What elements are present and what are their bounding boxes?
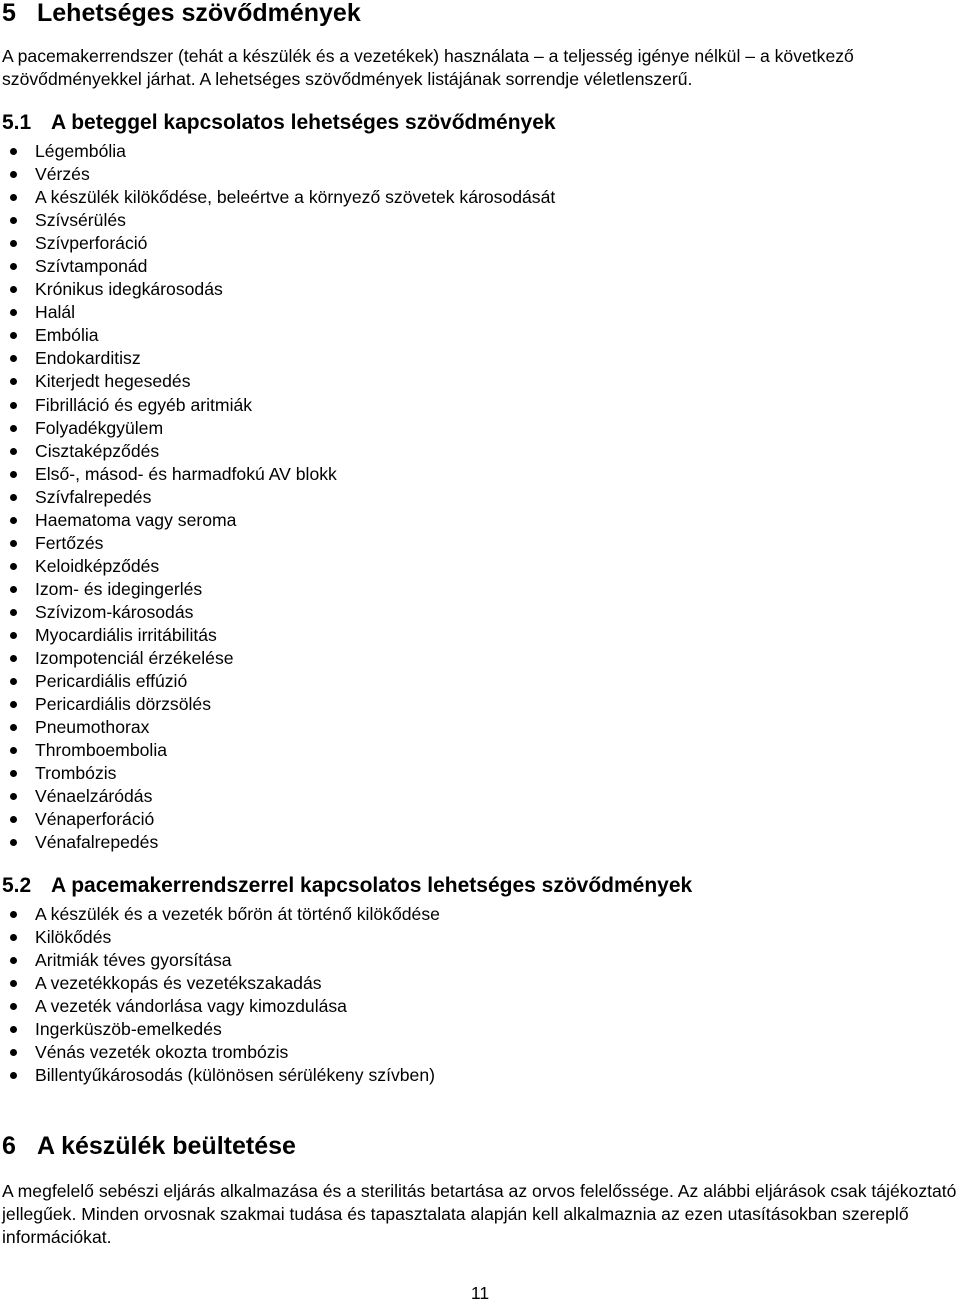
section-5-title: Lehetséges szövődmények bbox=[37, 0, 361, 27]
list-item bbox=[0, 394, 555, 417]
bullet-icon bbox=[10, 816, 17, 823]
list-item-text: Embólia bbox=[35, 325, 99, 346]
section-5-heading bbox=[2, 0, 361, 28]
list-item-text: Aritmiák téves gyorsítása bbox=[35, 950, 232, 971]
list-item-text: Fibrilláció és egyéb aritmiák bbox=[35, 394, 253, 415]
list-item-text: Vénás vezeték okozta trombózis bbox=[35, 1042, 289, 1063]
list-item bbox=[0, 578, 555, 601]
list-item bbox=[0, 670, 555, 693]
bullet-icon bbox=[10, 378, 17, 385]
section-5-2-number: 5.2 bbox=[2, 874, 32, 897]
list-item-text: Vérzés bbox=[35, 164, 90, 185]
bullet-icon bbox=[10, 980, 17, 987]
bullet-icon bbox=[10, 471, 17, 478]
bullet-icon bbox=[10, 678, 17, 685]
bullet-icon bbox=[10, 448, 17, 455]
list-item-text: A vezeték vándorlása vagy kimozdulása bbox=[35, 996, 347, 1017]
list-item-text: Szívizom-károsodás bbox=[35, 601, 194, 622]
list-item bbox=[0, 972, 440, 995]
list-item-text: Cisztaképződés bbox=[35, 440, 160, 461]
list-item-text: Fertőzés bbox=[35, 532, 104, 553]
bullet-icon bbox=[10, 217, 17, 224]
list-item-text: Izompotenciál érzékelése bbox=[35, 648, 234, 669]
list-item bbox=[0, 1064, 440, 1087]
list-item bbox=[0, 785, 555, 808]
list-item bbox=[0, 463, 555, 486]
list-item-text: Billentyűkárosodás (különösen sérülékeny szívben) bbox=[35, 1065, 435, 1086]
list-item-text: Légembólia bbox=[35, 141, 126, 161]
list-item bbox=[0, 140, 555, 163]
list-item bbox=[0, 417, 555, 440]
bullet-icon bbox=[10, 494, 17, 501]
list-item bbox=[0, 370, 555, 393]
section-6-number: 6 bbox=[2, 1132, 16, 1160]
section-5-number: 5 bbox=[2, 0, 16, 27]
bullet-icon bbox=[10, 609, 17, 616]
list-item bbox=[0, 440, 555, 463]
section-6-title: A készülék beültetése bbox=[37, 1132, 296, 1160]
list-item bbox=[0, 209, 555, 232]
list-item-text: Ingerküszöb-emelkedés bbox=[35, 1019, 222, 1040]
list-item bbox=[0, 555, 555, 578]
bullet-icon bbox=[10, 770, 17, 777]
list-item bbox=[0, 647, 555, 670]
list-item bbox=[0, 255, 555, 278]
section-6-heading bbox=[2, 1131, 296, 1161]
bullet-icon bbox=[10, 563, 17, 570]
list-item bbox=[0, 1041, 440, 1064]
list-item-text: Pericardiális effúzió bbox=[35, 671, 188, 692]
list-item-text: Kilökődés bbox=[35, 927, 112, 948]
list-item bbox=[0, 1018, 440, 1041]
list-item-text: Vénafalrepedés bbox=[35, 832, 159, 853]
bullet-icon bbox=[10, 839, 17, 846]
bullet-icon bbox=[10, 332, 17, 339]
list-item bbox=[0, 232, 555, 255]
bullet-icon bbox=[10, 1072, 17, 1079]
list-item-text: Pneumothorax bbox=[35, 717, 150, 738]
bullet-icon bbox=[10, 724, 17, 731]
bullet-icon bbox=[10, 286, 17, 293]
list-item bbox=[0, 995, 440, 1018]
list-item-text: Folyadékgyülem bbox=[35, 417, 164, 438]
section-5-1-number: 5.1 bbox=[2, 111, 32, 134]
list-item bbox=[0, 509, 555, 532]
section-5-1-heading bbox=[2, 110, 556, 136]
list-item-text: Kiterjedt hegesedés bbox=[35, 371, 191, 392]
list-item-text: Haematoma vagy seroma bbox=[35, 509, 237, 530]
bullet-icon bbox=[10, 632, 17, 639]
list-item-text: Izom- és idegingerlés bbox=[35, 578, 203, 599]
section-5-2-title: A pacemakerrendszerrel kapcsolatos lehetséges szövődmények bbox=[51, 874, 693, 897]
bullet-icon bbox=[10, 934, 17, 941]
bullet-icon bbox=[10, 240, 17, 247]
section-6-intro: A megfelelő sebészi eljárás alkalmazása és a sterilitás betartása az orvos felelőssége. Az alábbi eljárások csak tájékoztató jellegűek. Minden orvosnak szakmai tudása és tapasztalata alapján kell alkalmaznia az ezen utasításokban szereplő információkat. bbox=[2, 1181, 957, 1247]
list-item-text: Endokarditisz bbox=[35, 348, 141, 369]
section-5-1-title: A beteggel kapcsolatos lehetséges szövődmények bbox=[51, 111, 556, 134]
list-item-text: Vénaelzáródás bbox=[35, 786, 153, 807]
list-item-text: Thromboembolia bbox=[35, 740, 168, 761]
bullet-icon bbox=[10, 540, 17, 547]
bullet-icon bbox=[10, 655, 17, 662]
list-item bbox=[0, 347, 555, 370]
list-item bbox=[0, 926, 440, 949]
list-item-text: Vénaperforáció bbox=[35, 809, 155, 830]
section-5-intro: A pacemakerrendszer (tehát a készülék és a vezetékek) használata – a teljesség igénye nélkül – a következő szövődményekkel járhat. A lehetséges szövődmények listájának sorrendje véletlenszerű. bbox=[2, 46, 854, 89]
list-item-text: A vezetékkopás és vezetékszakadás bbox=[35, 973, 322, 994]
list-item bbox=[0, 808, 555, 831]
bullet-icon bbox=[10, 586, 17, 593]
section-5-2-heading bbox=[2, 873, 692, 899]
list-item-text: Szívfalrepedés bbox=[35, 486, 152, 507]
bullet-icon bbox=[10, 171, 17, 178]
list-item-text: Krónikus idegkárosodás bbox=[35, 279, 223, 300]
list-item-text: Keloidképződés bbox=[35, 555, 160, 576]
list-item-text: Szívperforáció bbox=[35, 233, 148, 254]
list-item bbox=[0, 486, 555, 509]
list-item bbox=[0, 324, 555, 347]
list-item bbox=[0, 762, 555, 785]
bullet-icon bbox=[10, 793, 17, 800]
list-item bbox=[0, 831, 555, 854]
list-item-text: Pericardiális dörzsölés bbox=[35, 694, 212, 715]
list-item bbox=[0, 716, 555, 739]
list-item bbox=[0, 532, 555, 555]
section-5-1-list bbox=[0, 140, 555, 854]
list-item bbox=[0, 624, 555, 647]
bullet-icon bbox=[10, 194, 17, 201]
list-item-text: Trombózis bbox=[35, 763, 117, 784]
list-item bbox=[0, 301, 555, 324]
bullet-icon bbox=[10, 355, 17, 362]
bullet-icon bbox=[10, 309, 17, 316]
list-item-text: Szívsérülés bbox=[35, 210, 126, 231]
bullet-icon bbox=[10, 911, 17, 918]
list-item bbox=[0, 186, 555, 209]
bullet-icon bbox=[10, 747, 17, 754]
list-item-text: Myocardiális irritábilitás bbox=[35, 624, 217, 645]
bullet-icon bbox=[10, 701, 17, 708]
list-item bbox=[0, 949, 440, 972]
bullet-icon bbox=[10, 1026, 17, 1033]
list-item-text: A készülék kilökődése, beleértve a környező szövetek károsodását bbox=[35, 187, 556, 208]
section-5-2-list bbox=[0, 903, 440, 1087]
bullet-icon bbox=[10, 263, 17, 270]
list-item-text: Első-, másod- és harmadfokú AV blokk bbox=[35, 463, 337, 484]
bullet-icon bbox=[10, 1003, 17, 1010]
list-item bbox=[0, 903, 440, 926]
page-number: 11 bbox=[470, 1283, 490, 1303]
bullet-icon bbox=[10, 148, 17, 155]
bullet-icon bbox=[10, 1049, 17, 1056]
bullet-icon bbox=[10, 425, 17, 432]
bullet-icon bbox=[10, 402, 17, 409]
list-item-text: Halál bbox=[35, 302, 76, 323]
list-item bbox=[0, 163, 555, 186]
list-item-text: A készülék és a vezeték bőrön át történő kilökődése bbox=[35, 904, 440, 924]
list-item bbox=[0, 278, 555, 301]
bullet-icon bbox=[10, 517, 17, 524]
list-item bbox=[0, 693, 555, 716]
list-item bbox=[0, 601, 555, 624]
list-item-text: Szívtamponád bbox=[35, 256, 148, 277]
list-item bbox=[0, 739, 555, 762]
bullet-icon bbox=[10, 957, 17, 964]
